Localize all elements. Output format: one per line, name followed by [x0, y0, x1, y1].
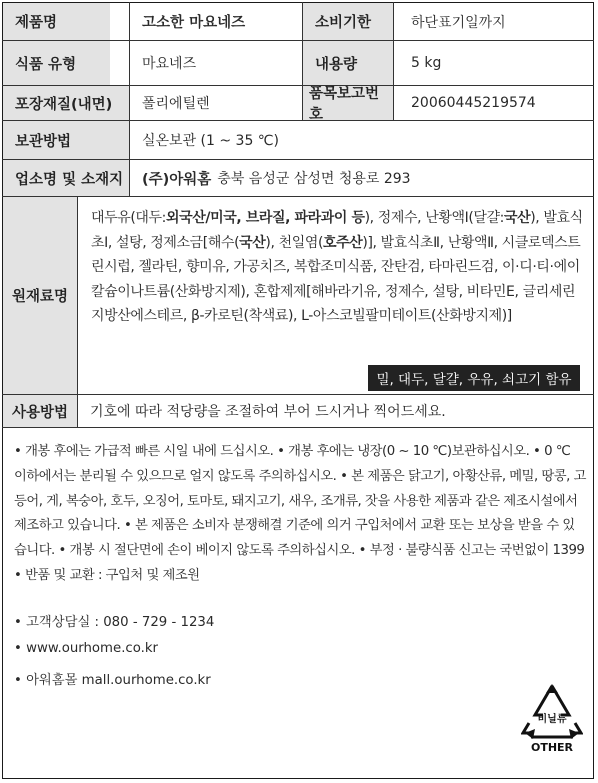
online-mall: • 아워홈몰 mall.ourhome.co.kr [14, 673, 211, 688]
website: • www.ourhome.co.kr [14, 641, 159, 656]
volume-label: 내용량 [303, 41, 393, 85]
caution-notes: • 개봉 후에는 가급적 빠른 시일 내에 드십시오. • 개봉 후에는 냉장(0 ~ 10 ℃)보관하십시오. • 0 ℃ 이하에서는 분리될 수 있으므로 얼지 않도록 주의하십시오. • 본 제품은 닭고기, 아황산류, 메밀, 땅콩, 고등어, 게, 복숭아, 호두, 오징어, 토마토, 돼지고기, 새우, 조개류, 잣을 사용한 제품과 같은 제조시설에서 제조하고 있습니다. • 본 제품은 소비자 분쟁해결 기준에 의거 구입처에서 교환 또는 보상을 받을 수 있습니다. • 개봉 시 절단면에 손이 베이지 않도록 주의하십시오. • 부정 · 불량식품 신고는 국번없이 1399 • 반품 및 교환 : 구입처 및 제조원 [14, 444, 586, 583]
product-name-value: 고소한 마요네즈 [142, 15, 246, 31]
expiry-label: 소비기한 [303, 3, 393, 40]
expiry-value: 하단표기일까지 [411, 14, 506, 31]
company-address: 충북 음성군 삼성면 청용로 293 [217, 171, 411, 187]
report-number-label: 품목보고번호 [303, 86, 393, 120]
volume-value: 5 kg [411, 55, 442, 71]
company-label: 업소명 및 소재지 [3, 160, 129, 196]
packaging-label: 포장재질(내면) [3, 86, 129, 120]
recycle-mark-icon [521, 683, 583, 753]
company-name: (주)아워홈 [142, 171, 212, 188]
report-number-value: 20060445219574 [411, 95, 536, 111]
storage-label: 보관방법 [3, 121, 129, 159]
packaging-value: 폴리에틸렌 [142, 96, 210, 112]
storage-value: 실온보관 (1 ~ 35 ℃) [142, 133, 279, 149]
recycle-material: 비닐류 [537, 714, 567, 725]
usage-label: 사용방법 [3, 395, 77, 427]
food-type-value: 마요네즈 [142, 56, 197, 72]
recycle-type: OTHER [530, 741, 574, 753]
usage-value: 기호에 따라 적당량을 조절하여 부어 드시거나 찍어드세요. [90, 404, 446, 420]
company-value [130, 160, 590, 196]
food-type-label: 식품 유형 [3, 41, 110, 85]
ingredients-label: 원재료명 [3, 197, 77, 394]
customer-phone: • 고객상담실 : 080 - 729 - 1234 [14, 615, 215, 630]
product-name-label: 제품명 [3, 3, 110, 40]
allergy-badge: 밀, 대두, 달걀, 우유, 쇠고기 함유 [368, 365, 580, 391]
ingredients-text: 대두유(대두:외국산/미국, 브라질, 파라과이 등), 정제수, 난황액Ⅰ(달걀:국산), 발효식초Ⅰ, 설탕, 정제소금[해수(국산), 천일염(호주산)], 발효식초Ⅱ, 난황액Ⅱ, 시클로덱스트린시럽, 젤라틴, 향미유, 가공치즈, 복합조미식품, 잔탄검, 타마린드검, 이·디·티·에이칼슘이나트륨(산화방지제), 혼합제제[해바라기유, 정제수, 설탕, 비타민E, 글리세린지방산에스테르, β-카로틴(착색료), L-아스코빌팔미테이트(산화방지제)] [91, 210, 583, 325]
